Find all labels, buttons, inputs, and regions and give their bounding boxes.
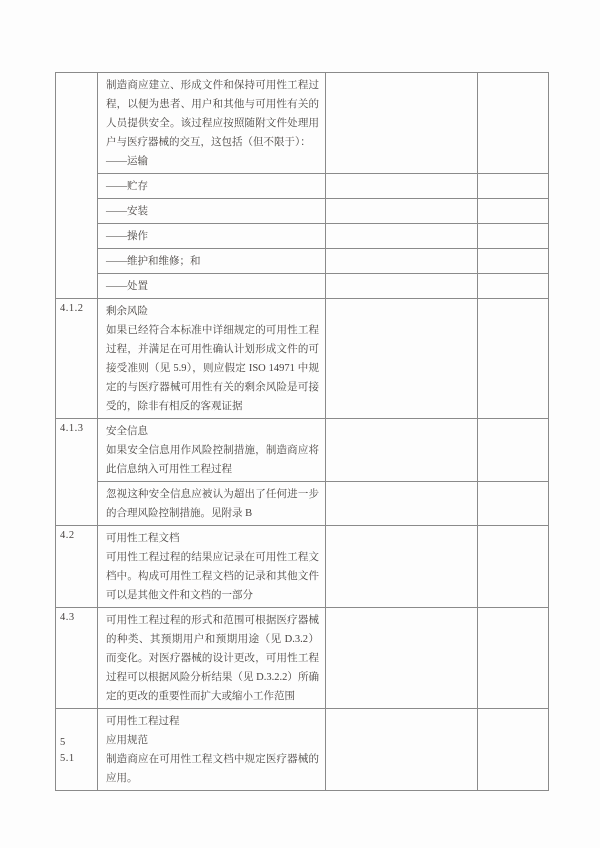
clause-number-5: 5	[60, 737, 66, 748]
list-item: ——贮存	[106, 181, 148, 192]
blank-cell	[326, 249, 478, 274]
clause-number-5-1: 5.1	[60, 753, 75, 764]
blank-cell	[478, 224, 549, 249]
blank-cell	[478, 526, 549, 608]
list-item: ——维护和维修；和	[106, 256, 201, 267]
clause-number-4-1-2: 4.1.2	[56, 299, 98, 419]
list-item: ——操作	[106, 231, 148, 242]
blank-cell	[326, 482, 478, 526]
blank-cell	[478, 482, 549, 526]
clause-number-cell-empty	[56, 73, 98, 299]
clause-number-5-and-5-1	[56, 709, 98, 791]
clause-body: 可用性工程过程的形式和范围可根据医疗器械的种类、其预期用户和预期用途（见 D.3.2）而变化。对医疗器械的设计更改，可用性工程过程可以根据风险分析结果（见 D.3.2.2）所确定的更改的重要性而扩大或缩小工作范围	[106, 615, 319, 702]
blank-cell	[326, 224, 478, 249]
clause-body: 如果安全信息用作风险控制措施，制造商应将此信息纳入可用性工程过程	[106, 445, 319, 475]
list-item: ——安装	[106, 206, 148, 217]
blank-cell	[478, 709, 549, 791]
lifecycle-item-disposal	[98, 274, 326, 299]
blank-cell	[326, 73, 478, 174]
chapter-title: 可用性工程过程	[106, 716, 180, 727]
blank-cell	[478, 608, 549, 709]
blank-cell	[326, 526, 478, 608]
table-row	[56, 174, 549, 199]
blank-cell	[478, 419, 549, 482]
table-row	[56, 274, 549, 299]
table-row	[56, 482, 549, 526]
clause-text-4-3	[98, 608, 326, 709]
clause-title: 剩余风险	[106, 306, 148, 317]
blank-cell	[478, 249, 549, 274]
clause-number-4-2: 4.2	[56, 526, 98, 608]
lifecycle-item-storage	[98, 174, 326, 199]
list-item: ——处置	[106, 281, 148, 292]
blank-cell	[326, 274, 478, 299]
blank-cell	[478, 73, 549, 174]
blank-cell	[326, 299, 478, 419]
clause-text-4-1-3-part1	[98, 419, 326, 482]
table-row	[56, 249, 549, 274]
blank-cell	[326, 709, 478, 791]
blank-cell	[326, 199, 478, 224]
table-row	[56, 419, 549, 482]
clause-text-4-1-3-part2	[98, 482, 326, 526]
lifecycle-item-maintenance	[98, 249, 326, 274]
table-row	[56, 73, 549, 174]
clause-text-5-1	[98, 709, 326, 791]
table-row	[56, 299, 549, 419]
blank-cell	[326, 419, 478, 482]
table-row	[56, 224, 549, 249]
blank-cell	[478, 274, 549, 299]
clause-body: 如果已经符合本标准中详细规定的可用性工程过程，并满足在可用性确认计划形成文件的可接受准则（见 5.9），则应假定 ISO 14971 中规定的与医疗器械可用性有关的剩余风险是可接受的，除非有相反的客观证据	[106, 325, 319, 412]
intro-paragraph: 制造商应建立、形成文件和保持可用性工程过程，以便为患者、用户和其他与可用性有关的人员提供安全。该过程应按照随附文件处理用户与医疗器械的交互，这包括（但不限于）：	[106, 80, 319, 148]
lifecycle-item-transport: ——运输	[106, 156, 148, 167]
clause-text-4-1-2	[98, 299, 326, 419]
clause-number-4-1-3: 4.1.3	[56, 419, 98, 526]
clause-text-intro	[98, 73, 326, 174]
table-row	[56, 199, 549, 224]
blank-cell	[478, 174, 549, 199]
clause-body: 忽视这种安全信息应被认为超出了任何进一步的合理风险控制措施。见附录 B	[106, 489, 319, 519]
lifecycle-item-installation	[98, 199, 326, 224]
standard-clause-table	[55, 72, 549, 791]
blank-cell	[478, 299, 549, 419]
blank-cell	[326, 608, 478, 709]
clause-number-4-3: 4.3	[56, 608, 98, 709]
clause-body: 制造商应在可用性工程文档中规定医疗器械的应用。	[106, 754, 319, 784]
clause-body: 可用性工程过程的结果应记录在可用性工程文档中。构成可用性工程文档的记录和其他文件可以是其他文件和文档的一部分	[106, 552, 319, 601]
table-row	[56, 709, 549, 791]
clause-title: 应用规范	[106, 735, 148, 746]
lifecycle-item-operation	[98, 224, 326, 249]
table-row	[56, 608, 549, 709]
clause-text-4-2	[98, 526, 326, 608]
blank-cell	[478, 199, 549, 224]
clause-title: 安全信息	[106, 426, 148, 437]
clause-title: 可用性工程文档	[106, 533, 180, 544]
blank-cell	[326, 174, 478, 199]
table-row	[56, 526, 549, 608]
